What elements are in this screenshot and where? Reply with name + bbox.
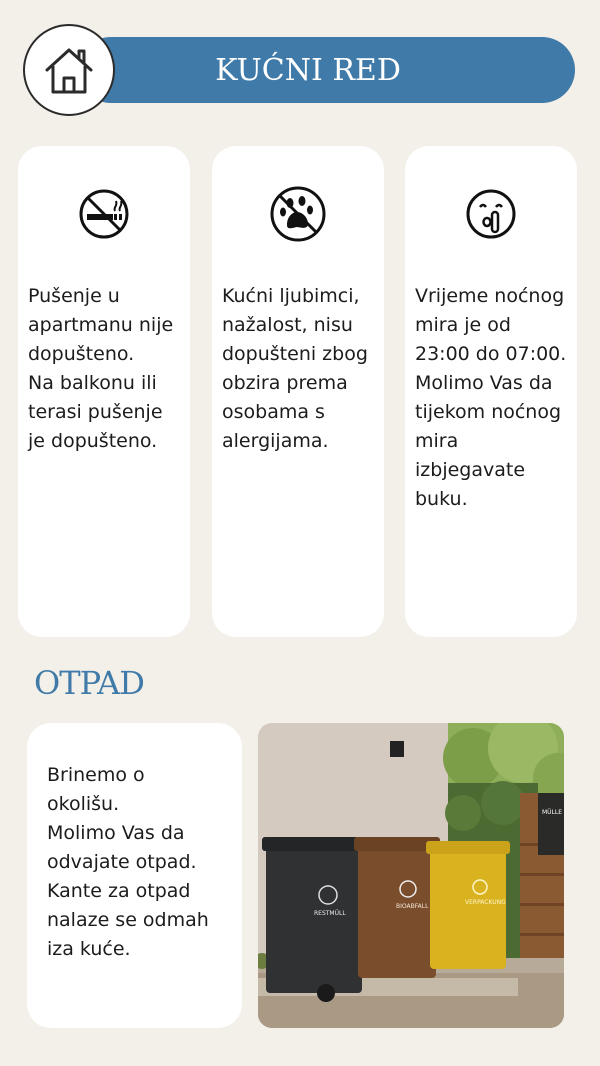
no-smoking-icon: [78, 188, 130, 240]
bin-label-verpackung: VERPACKUNG: [465, 899, 506, 906]
waste-bins-photo: [258, 723, 564, 1028]
waste-card: [27, 723, 242, 1028]
bin-label-restmull: RESTMÜLL: [314, 910, 346, 917]
bin-bioabfall: [358, 843, 436, 978]
house-badge: [23, 24, 115, 116]
rule-card-smoking: [18, 146, 190, 637]
bin-verpackung: [430, 847, 506, 969]
sign-label: MÜLLE: [542, 809, 563, 816]
rule-card-quiet-hours: [405, 146, 577, 637]
bin-label-bioabfall: BIOABFALL: [396, 903, 429, 910]
waste-section-title: OTPAD: [34, 664, 144, 702]
page-title: KUĆNI RED: [215, 52, 401, 88]
waste-text: Brinemo o okolišu. Molimo Vas da odvajate otpad. Kante za otpad nalaze se odmah iza kuće.: [47, 764, 209, 960]
quiet-face-icon: [465, 188, 517, 240]
house-icon: [39, 40, 99, 100]
no-pets-icon: [269, 185, 327, 243]
rule-text-quiet-hours: Vrijeme noćnog mira je od 23:00 do 07:00. Molimo Vas da tijekom noćnog mira izbjegavate buku.: [415, 285, 567, 510]
rule-text-smoking: Pušenje u apartmanu nije dopušteno. Na balkonu ili terasi pušenje je dopušteno.: [28, 285, 174, 452]
bin-restmull: [266, 843, 362, 993]
rule-text-pets: Kućni ljubimci, nažalost, nisu dopušteni zbog obzira prema osobama s alergijama.: [222, 285, 368, 452]
rule-card-pets: [212, 146, 384, 637]
